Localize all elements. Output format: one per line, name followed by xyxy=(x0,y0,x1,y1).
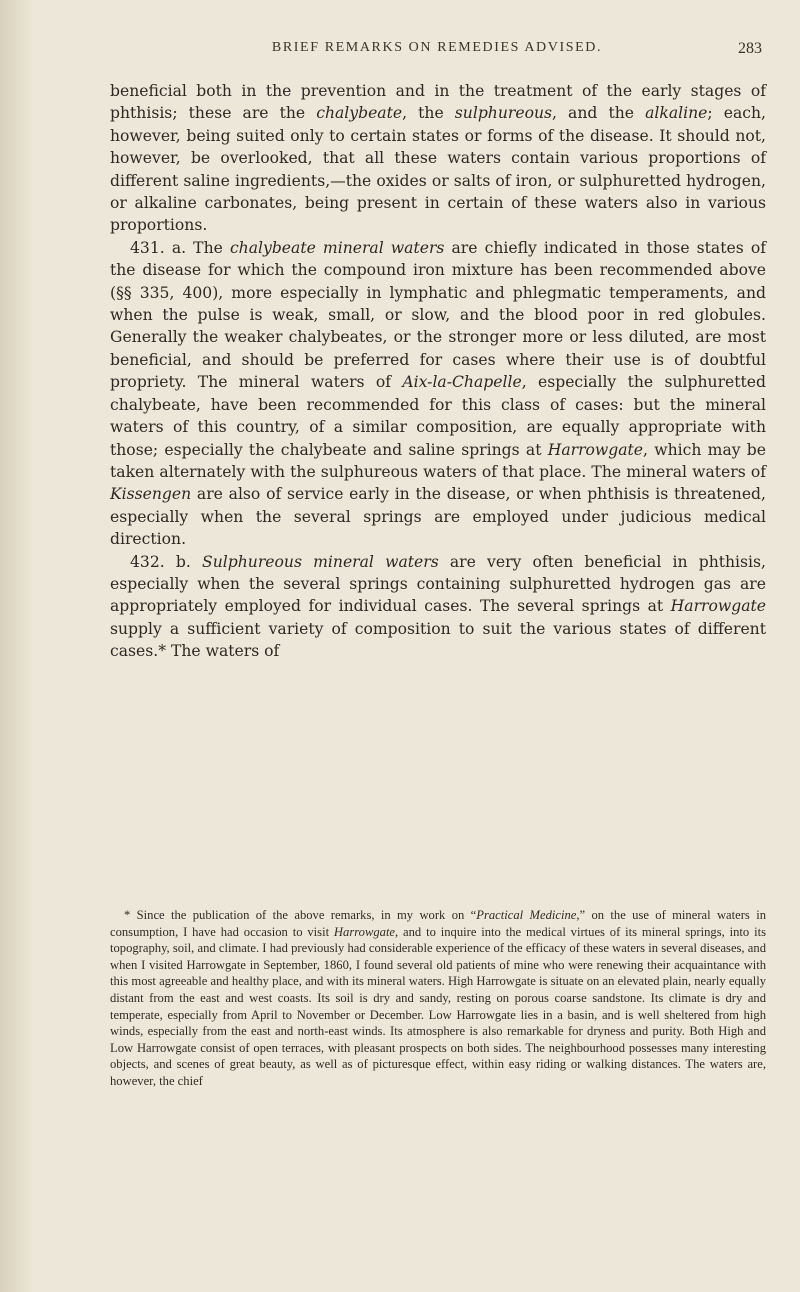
main-text xyxy=(110,80,766,663)
paragraph-432 xyxy=(110,551,766,663)
page-gutter-shadow xyxy=(0,0,34,1292)
italic-text-run: Kissengen xyxy=(110,485,192,504)
text-run: , which may be taken alternately with the sulphureous waters of that place. The mineral waters of xyxy=(110,440,767,481)
italic-text-run: alkaline xyxy=(645,104,708,123)
paragraph-continued xyxy=(110,80,766,237)
italic-text-run: Harrowgate xyxy=(547,440,644,459)
text-run: , especially the sulphuretted chalybeate, have been recommended for this class of cases: but the mineral waters of this country, of a similar composition, are equally appropriate with those; especially the chalybeate and saline springs at xyxy=(110,373,766,459)
text-run: are very often beneficial in phthisis, especially when the several springs containing sulphuretted hydrogen gas are appropriately employed for individual cases. The several springs at xyxy=(110,552,766,616)
italic-text-run: chalybeate mineral waters xyxy=(229,238,445,257)
text-run: 431. a. The xyxy=(130,238,230,257)
text-run: ,” on the use of mineral waters in consumption, I have had occasion to visit xyxy=(110,908,766,939)
page-number: 283 xyxy=(738,40,762,57)
italic-text-run: Harrowgate xyxy=(670,597,766,616)
text-run: , the xyxy=(402,104,455,123)
text-run: 432. b. xyxy=(130,552,203,571)
text-run: * Since the publication of the above remarks, in my work on “ xyxy=(124,908,477,922)
italic-text-run: Sulphureous mineral waters xyxy=(202,552,439,571)
text-run: , and to inquire into the medical virtues of its mineral springs, into its topography, soil, and climate. I had previously had considerable experience of the efficacy of these waters in several diseases, and when I visited Harrowgate in September, 1860, I found several old patients of mine who were renewing their acquaintance with this most agreeable and healthy place, and with its mineral waters. High Harrowgate is situate on an elevated plain, nearly equally distant from the east and west coasts. Its soil is dry and sandy, resting on porous coarse sandstone. Its climate is dry and temperate, especially from April to November or December. Low Harrowgate lies in a basin, and is well sheltered from high winds, especially from the east and north-east winds. Its atmosphere is also remarkable for dryness and purity. Both High and Low Harrowgate consist of open terraces, with pleasant prospects on both sides. The neighbourhood possesses many interesting objects, and scenes of great beauty, as well as of picturesque effect, within easy riding or walking distances. The waters are, however, the chief xyxy=(110,924,766,1088)
text-run: , and the xyxy=(552,104,646,123)
text-run: supply a sufficient variety of composition to suit the various states of different cases.* The waters of xyxy=(110,619,766,661)
text-run: beneficial both in the prevention and in the treatment of the early stages of phthisis; these are the xyxy=(110,82,766,123)
italic-text-run: Harrowgate xyxy=(333,924,396,939)
text-run: are chiefly indicated in those states of the disease for which the compound iron mixture has been recommended above (§§ 335, 400), more especially in lymphatic and phlegmatic temperaments, and when the pulse is weak, small, or slow, and the blood poor in red globules. Generally the weaker chalybeates, or the stronger more or less diluted, are most beneficial, and should be preferred for cases where their use is of doubtful propriety. The mineral waters of xyxy=(110,238,766,392)
footnote xyxy=(110,907,766,1090)
running-head: BRIEF REMARKS ON REMEDIES ADVISED. xyxy=(271,40,603,55)
italic-text-run: sulphureous xyxy=(454,104,552,123)
page-header xyxy=(112,40,762,66)
paragraph-431 xyxy=(110,237,766,551)
footnote-text xyxy=(110,907,766,1090)
text-run: are also of service early in the disease, or when phthisis is threatened, especially when the several springs are employed under judicious medical direction. xyxy=(110,485,766,549)
italic-text-run: chalybeate xyxy=(316,104,403,123)
italic-text-run: Practical Medicine xyxy=(476,908,577,922)
text-run: ; each, however, being suited only to certain states or forms of the disease. It should not, however, be overlooked, that all these waters contain various proportions of different saline ingredients,—the oxides or salts of iron, or sulphuretted hydrogen, or alkaline carbonates, being present in certain of these waters also in various proportions. xyxy=(110,104,766,235)
italic-text-run: Aix-la-Chapelle xyxy=(402,373,522,392)
